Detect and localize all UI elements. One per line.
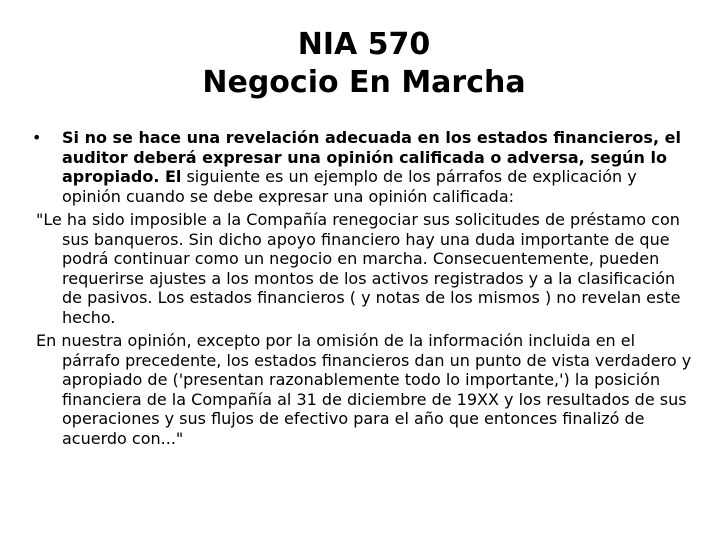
slide-body bbox=[32, 128, 696, 452]
title-line-1: NIA 570 bbox=[297, 27, 431, 62]
opinion-paragraph: En nuestra opinión, excepto por la omisión de la información incluida en el párrafo precedente, los estados financieros dan un punto de vista verdadero y apropiado de ('presentan razonablemente todo lo importante,') la posición financiera de la Compañía al 31 de diciembre de 19XX y los resultados de sus operaciones y sus flujos de efectivo para el año que entonces finalizó de acuerdo con..." bbox=[36, 331, 692, 448]
slide-title bbox=[0, 26, 728, 102]
bullet-normal-text: siguiente es un ejemplo de los párrafos de explicación y opinión cuando se debe expresar una opinión calificada: bbox=[62, 167, 637, 206]
bullet-icon: • bbox=[32, 128, 42, 147]
bullet-bold-text: Si no se hace una revelación adecuada en los estados financieros, el auditor deberá expresar una opinión calificada o adversa, según lo apropiado. El bbox=[62, 128, 681, 186]
quote-paragraph: "Le ha sido imposible a la Compañía renegociar sus solicitudes de préstamo con sus banqueros. Sin dicho apoyo financiero hay una duda importante de que podrá continuar como un negocio en marcha. Consecuentemente, pueden requerirse ajustes a los montos de los activos registrados y a la clasificación de pasivos. Los estados financieros ( y notas de los mismos ) no revelan este hecho. bbox=[36, 210, 681, 327]
title-line-2: Negocio En Marcha bbox=[202, 65, 526, 100]
bullet-paragraph bbox=[32, 128, 696, 206]
